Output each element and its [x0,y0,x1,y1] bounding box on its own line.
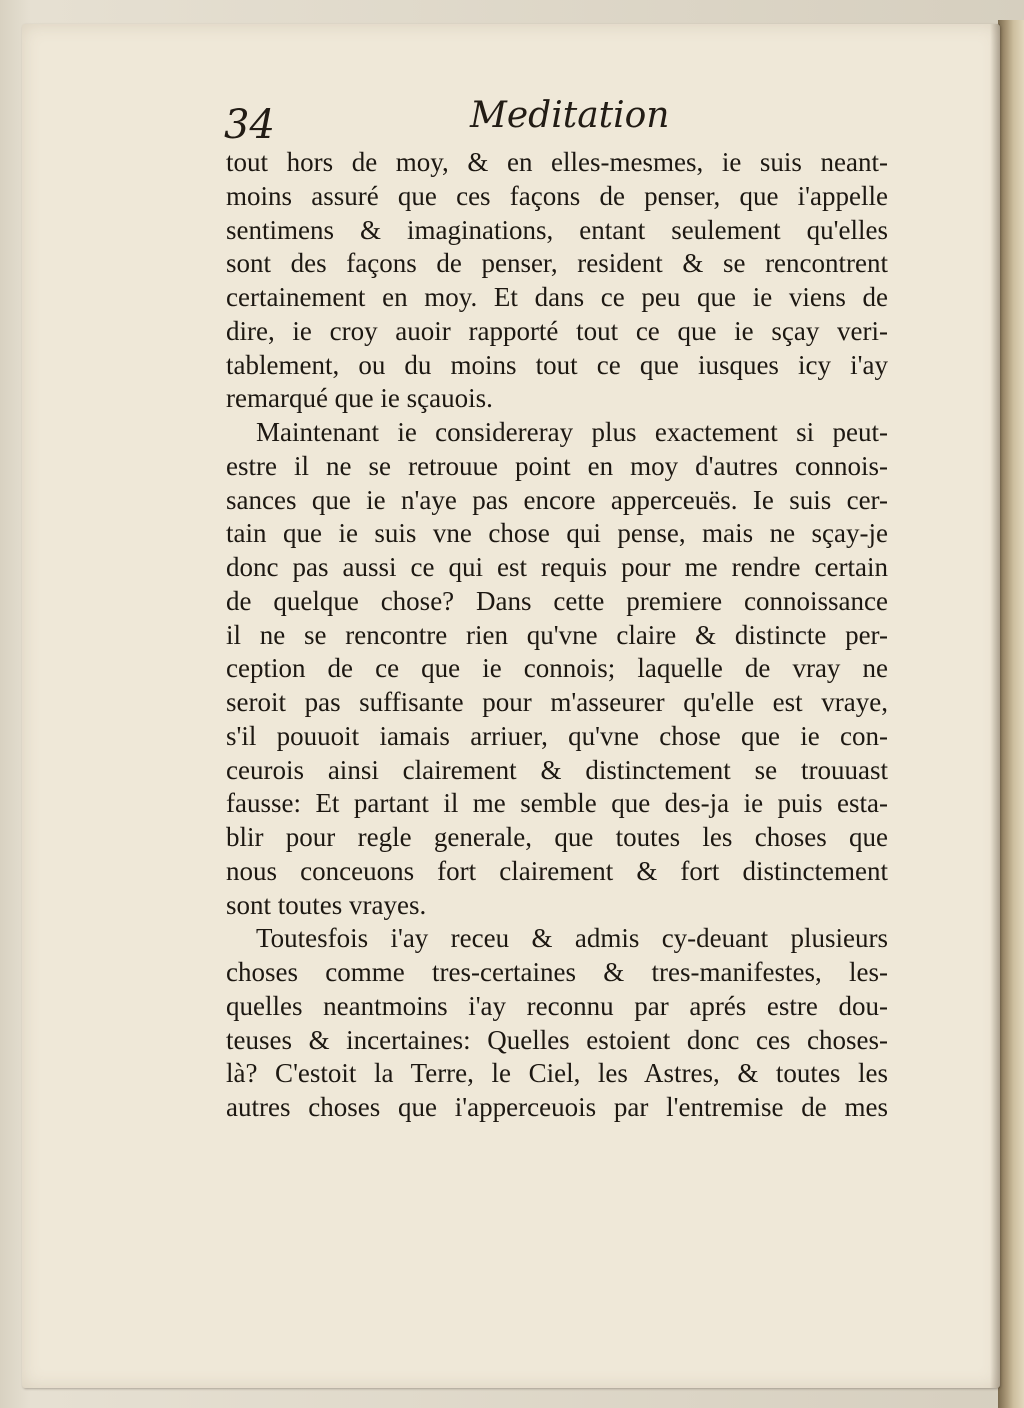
paragraph-3 [226,922,888,1125]
paragraph-1 [226,146,888,416]
paragraph-2 [226,416,888,922]
page-number: 34 [224,102,275,148]
text-line: quelles neantmoins i'ay reconnu par aprés estre dou- [226,990,888,1021]
next-page-edge [998,20,1024,1408]
text-line: remarqué que ie sçauois. [226,383,493,414]
text-line: tablement, ou du moins tout ce que iusques icy i'ay [226,349,888,380]
text-line: sont toutes vrayes. [226,889,427,920]
text-line: ceurois ainsi clairement & distinctement se trouuast [226,754,888,785]
text-line: moins assuré que ces façons de penser, que i'appelle [226,180,888,211]
text-line: certainement en moy. Et dans ce peu que ie viens de [226,282,888,312]
text-line: tain que ie suis vne chose qui pense, mais ne sçay-je [226,518,888,549]
text-line: fausse: Et partant il me semble que des-ja ie puis esta- [226,788,888,819]
text-line: seroit pas suffisante pour m'asseurer qu'elle est vraye, [226,687,888,717]
text-line: ception de ce que ie connois; laquelle de vray ne [226,653,888,684]
text-line: blir pour regle generale, que toutes les choses que [226,822,888,852]
text-line: teuses & incertaines: Quelles estoient donc ces choses- [226,1024,888,1055]
text-line: Maintenant ie considereray plus exactement si peut- [256,417,888,447]
text-line: de quelque chose? Dans cette premiere connoissance [226,585,888,616]
text-line: dire, ie croy auoir rapporté tout ce que ie sçay veri- [226,315,888,346]
text-line: s'il pouuoit iamais arriuer, qu'vne chose que ie con- [226,720,888,751]
text-line: Toutesfois i'ay receu & admis cy-deuant plusieurs [256,923,888,954]
text-line: autres choses que i'apperceuois par l'entremise de mes [226,1092,888,1122]
text-line: nous conceuons fort clairement & fort distinctement [226,855,888,886]
text-line: donc pas aussi ce qui est requis pour me rendre certain [226,552,888,582]
text-line: sances que ie n'aye pas encore apperceuës. Ie suis cer- [226,484,888,515]
text-line: estre il ne se retrouue point en moy d'autres connois- [226,450,888,481]
text-line: il ne se rencontre rien qu'vne claire & distincte per- [226,619,888,650]
text-line: choses comme tres-certaines & tres-manifestes, les- [226,957,888,987]
body-text [226,146,888,1125]
binding-shadow [990,24,1000,1388]
text-line: sont des façons de penser, resident & se rencontrent [226,248,888,279]
text-line: tout hors de moy, & en elles-mesmes, ie suis neant- [226,147,888,177]
text-line: sentimens & imaginations, entant seulement qu'elles [226,214,888,245]
running-title: Meditation [470,95,670,136]
text-line: là? C'estoit la Terre, le Ciel, les Astres, & toutes les [226,1058,888,1089]
